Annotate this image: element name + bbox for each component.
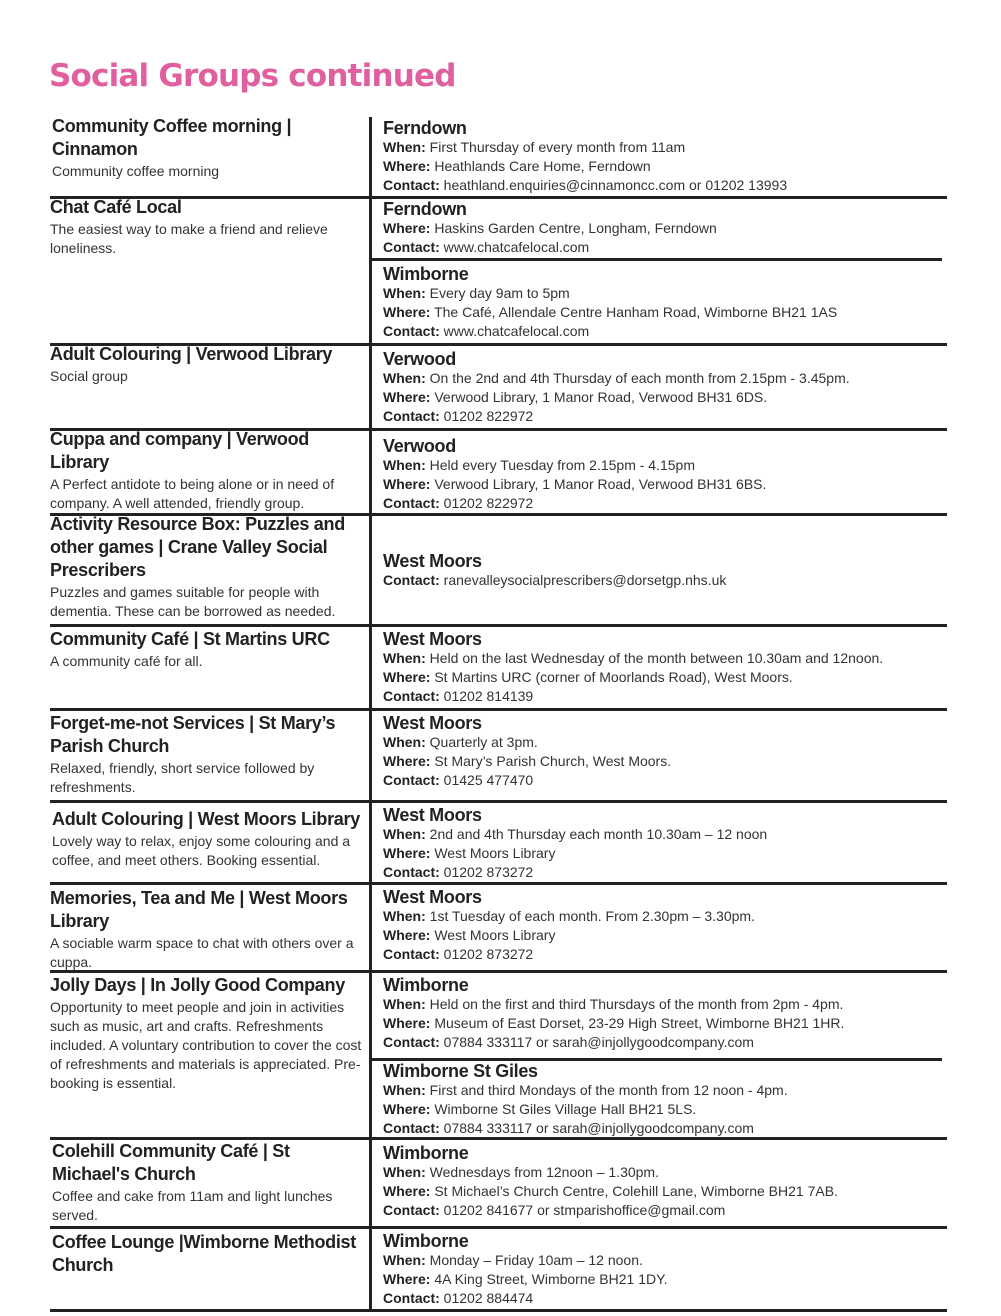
- row-separator: [50, 800, 947, 803]
- detail-contact: [383, 407, 983, 426]
- group-info: [50, 428, 362, 513]
- detail-value: 2nd and 4th Thursday each month 10.30am – 12 noon: [425, 826, 768, 842]
- detail-value: 1st Tuesday of each month. From 2.30pm – 3.30pm.: [425, 908, 755, 924]
- row-separator: [50, 1226, 947, 1229]
- detail-label: When:: [383, 1082, 426, 1098]
- detail-value[interactable]: www.chatcafelocal.com: [439, 238, 590, 255]
- location-block: [383, 264, 983, 340]
- group-name: Coffee Lounge |Wimborne Methodist Church: [52, 1232, 356, 1275]
- detail-where: [383, 388, 983, 407]
- detail-value[interactable]: 01202 841677 or stmparishoffice@gmail.com: [439, 1201, 726, 1218]
- detail-value[interactable]: 07884 333117 or sarah@injollygoodcompany.com: [439, 1119, 754, 1136]
- group-name: Memories, Tea and Me | West Moors Library: [50, 888, 348, 931]
- detail-label: Where:: [383, 388, 431, 405]
- detail-label: When:: [383, 650, 426, 666]
- group-description: Social group: [50, 368, 128, 384]
- detail-value: Museum of East Dorset, 23-29 High Street, Wimborne BH21 1HR.: [430, 1014, 845, 1031]
- group-name: Colehill Community Café | St Michael's Church: [52, 1141, 290, 1184]
- location-name: Ferndown: [383, 118, 467, 138]
- detail-label: Where:: [383, 1100, 431, 1117]
- detail-when: [383, 825, 983, 844]
- location-block: [383, 551, 983, 590]
- detail-where: [383, 157, 983, 176]
- detail-where: [383, 926, 983, 945]
- group-info: [50, 712, 362, 797]
- detail-when: [383, 907, 983, 926]
- location-name: Ferndown: [383, 199, 467, 219]
- detail-when: [383, 1163, 983, 1182]
- detail-where: [383, 1270, 983, 1289]
- detail-when: [383, 733, 983, 752]
- detail-label: When:: [383, 139, 426, 155]
- detail-value: Held on the first and third Thursdays of the month from 2pm - 4pm.: [425, 996, 844, 1012]
- location-block: [383, 805, 983, 881]
- detail-where: [383, 1100, 983, 1119]
- detail-when: [383, 995, 983, 1014]
- location-block: [383, 1143, 983, 1219]
- detail-value: St Michael’s Church Centre, Colehill Lane, Wimborne BH21 7AB.: [430, 1182, 838, 1199]
- location-block: [383, 713, 983, 789]
- detail-label: When:: [383, 1252, 426, 1268]
- group-info: [50, 343, 362, 386]
- location-name: West Moors: [383, 805, 482, 825]
- group-name: Activity Resource Box: Puzzles and other games | Crane Valley Social Prescribers: [50, 514, 345, 580]
- detail-label: Contact:: [383, 1033, 440, 1050]
- detail-contact: [383, 687, 983, 706]
- location-name: Wimborne: [383, 264, 469, 284]
- detail-contact: [383, 571, 983, 590]
- detail-when: [383, 1251, 983, 1270]
- group-name: Cuppa and company | Verwood Library: [50, 429, 309, 472]
- detail-value[interactable]: 01202 822972: [439, 407, 534, 424]
- location-name: West Moors: [383, 629, 482, 649]
- detail-label: When:: [383, 996, 426, 1012]
- group-description: A Perfect antidote to being alone or in need of company. A well attended, friendly group.: [50, 476, 335, 511]
- group-name: Adult Colouring | West Moors Library: [52, 809, 360, 829]
- detail-when: [383, 456, 983, 475]
- group-info: [50, 628, 362, 671]
- group-info: [52, 115, 364, 181]
- detail-value[interactable]: 01202 814139: [439, 687, 534, 704]
- detail-value: Heathlands Care Home, Ferndown: [430, 157, 651, 174]
- detail-contact: [383, 771, 983, 790]
- group-info: [52, 1140, 364, 1225]
- group-description: Puzzles and games suitable for people with dementia. These can be borrowed as needed.: [50, 584, 336, 619]
- group-info: [50, 513, 362, 621]
- detail-value: Verwood Library, 1 Manor Road, Verwood BH31 6BS.: [430, 475, 767, 492]
- detail-label: Contact:: [383, 176, 440, 193]
- detail-value: St Martins URC (corner of Moorlands Road), West Moors.: [430, 668, 793, 685]
- detail-where: [383, 1182, 983, 1201]
- group-description: Lovely way to relax, enjoy some colouring and a coffee, and meet others. Booking essential.: [52, 833, 351, 868]
- location-name: West Moors: [383, 551, 482, 571]
- group-info: [50, 887, 362, 972]
- detail-label: When:: [383, 1164, 426, 1180]
- detail-label: Where:: [383, 1270, 431, 1287]
- group-name: Community Coffee morning | Cinnamon: [52, 116, 292, 159]
- location-block: [383, 118, 983, 194]
- detail-value: The Café, Allendale Centre Hanham Road, Wimborne BH21 1AS: [430, 303, 838, 320]
- detail-label: When:: [383, 370, 426, 386]
- location-name: Wimborne St Giles: [383, 1061, 538, 1081]
- detail-label: Contact:: [383, 863, 440, 880]
- detail-value: Every day 9am to 5pm: [425, 285, 570, 301]
- detail-where: [383, 1014, 983, 1033]
- detail-value: Haskins Garden Centre, Longham, Ferndown: [430, 220, 717, 236]
- group-description: A sociable warm space to chat with others over a cuppa.: [50, 935, 354, 970]
- group-info: [50, 196, 362, 258]
- detail-contact: [383, 494, 983, 513]
- row-separator: [50, 1309, 947, 1312]
- column-divider: [369, 117, 372, 1312]
- group-info: [50, 974, 362, 1093]
- location-block: [383, 436, 983, 512]
- detail-value: Wednesdays from 12noon – 1.30pm.: [425, 1164, 659, 1180]
- detail-value: First Thursday of every month from 11am: [425, 139, 686, 155]
- detail-when: [383, 649, 983, 668]
- detail-label: Where:: [383, 1182, 431, 1199]
- detail-label: Where:: [383, 475, 431, 492]
- detail-value: Quarterly at 3pm.: [425, 734, 538, 750]
- detail-label: Contact:: [383, 322, 440, 339]
- detail-label: Where:: [383, 157, 431, 174]
- detail-value: 4A King Street, Wimborne BH21 1DY.: [430, 1270, 668, 1287]
- detail-when: [383, 369, 983, 388]
- detail-contact: [383, 238, 983, 257]
- detail-label: Where:: [383, 303, 431, 320]
- detail-contact: [383, 945, 983, 964]
- detail-value: Held on the last Wednesday of the month between 10.30am and 12noon.: [425, 650, 884, 666]
- detail-label: Contact:: [383, 1289, 440, 1306]
- detail-value[interactable]: ranevalleysocialprescribers@dorsetgp.nhs.uk: [439, 572, 727, 588]
- detail-value[interactable]: 01202 873272: [439, 945, 534, 962]
- detail-value: Wimborne St Giles Village Hall BH21 5LS.: [430, 1100, 697, 1117]
- detail-contact: [383, 863, 983, 882]
- detail-label: Where:: [383, 668, 431, 685]
- group-name: Community Café | St Martins URC: [50, 629, 330, 649]
- detail-where: [383, 303, 983, 322]
- detail-value[interactable]: 01202 822972: [439, 494, 534, 511]
- detail-where: [383, 668, 983, 687]
- group-name: Jolly Days | In Jolly Good Company: [50, 975, 345, 995]
- location-block: [383, 1231, 983, 1307]
- detail-label: Contact:: [383, 945, 440, 962]
- detail-value[interactable]: 07884 333117 or sarah@injollygoodcompany.com: [439, 1033, 754, 1050]
- location-block: [383, 887, 983, 963]
- detail-contact: [383, 1119, 983, 1138]
- detail-label: Where:: [383, 752, 431, 769]
- detail-contact: [383, 1201, 983, 1220]
- detail-value[interactable]: heathland.enquiries@cinnamoncc.com or 01202 13993: [439, 176, 788, 193]
- row-separator: [50, 708, 947, 711]
- group-name: Adult Colouring | Verwood Library: [50, 344, 333, 364]
- detail-when: [383, 138, 983, 157]
- location-name: Verwood: [383, 436, 456, 456]
- detail-value: On the 2nd and 4th Thursday of each month from 2.15pm - 3.45pm.: [425, 370, 850, 386]
- location-name: Wimborne: [383, 1143, 469, 1163]
- detail-contact: [383, 1033, 983, 1052]
- page-title: Social Groups continued: [49, 58, 456, 94]
- detail-where: [383, 752, 983, 771]
- group-name: Chat Café Local: [50, 197, 182, 217]
- detail-when: [383, 1081, 983, 1100]
- detail-contact: [383, 322, 983, 341]
- detail-value: Verwood Library, 1 Manor Road, Verwood BH31 6DS.: [430, 388, 768, 405]
- detail-label: Contact:: [383, 1201, 440, 1218]
- group-description: Coffee and cake from 11am and light lunches served.: [52, 1188, 333, 1223]
- detail-when: [383, 284, 983, 303]
- location-block: [383, 349, 983, 425]
- detail-label: Contact:: [383, 238, 440, 255]
- location-block: [383, 975, 983, 1051]
- group-info: [52, 1231, 364, 1277]
- location-block: [383, 1061, 983, 1137]
- location-separator: [372, 258, 942, 261]
- detail-contact: [383, 1289, 983, 1308]
- detail-value: West Moors Library: [430, 926, 556, 943]
- detail-label: Contact:: [383, 687, 440, 704]
- location-name: West Moors: [383, 887, 482, 907]
- location-block: [383, 199, 983, 257]
- detail-value[interactable]: 01202 873272: [439, 863, 534, 880]
- location-name: West Moors: [383, 713, 482, 733]
- detail-where: [383, 475, 983, 494]
- detail-label: Contact:: [383, 1119, 440, 1136]
- group-info: [52, 808, 364, 870]
- detail-where: [383, 219, 983, 238]
- detail-label: When:: [383, 285, 426, 301]
- detail-value[interactable]: 01202 884474: [439, 1289, 534, 1306]
- detail-value[interactable]: 01425 477470: [439, 771, 534, 788]
- detail-label: Contact:: [383, 771, 440, 788]
- detail-label: Contact:: [383, 572, 440, 588]
- row-separator: [50, 624, 947, 627]
- group-description: The easiest way to make a friend and relieve loneliness.: [50, 221, 328, 256]
- group-name: Forget-me-not Services | St Mary’s Parish Church: [50, 713, 336, 756]
- group-description: Community coffee morning: [52, 163, 220, 179]
- location-name: Verwood: [383, 349, 456, 369]
- detail-label: Contact:: [383, 494, 440, 511]
- detail-value[interactable]: www.chatcafelocal.com: [439, 322, 590, 339]
- detail-contact: [383, 176, 983, 195]
- location-name: Wimborne: [383, 1231, 469, 1251]
- detail-label: Where:: [383, 1014, 431, 1031]
- detail-label: Where:: [383, 220, 431, 236]
- location-name: Wimborne: [383, 975, 469, 995]
- group-description: Relaxed, friendly, short service followed by refreshments.: [50, 760, 315, 795]
- detail-value: West Moors Library: [430, 844, 556, 861]
- detail-label: When:: [383, 457, 426, 473]
- detail-label: When:: [383, 734, 426, 750]
- detail-label: Where:: [383, 926, 431, 943]
- group-description: A community café for all.: [50, 653, 203, 669]
- detail-value: First and third Mondays of the month from 12 noon - 4pm.: [425, 1082, 788, 1098]
- location-block: [383, 629, 983, 705]
- row-separator: [50, 882, 947, 885]
- detail-where: [383, 844, 983, 863]
- detail-label: When:: [383, 908, 426, 924]
- detail-value: Held every Tuesday from 2.15pm - 4.15pm: [425, 457, 695, 473]
- group-description: Opportunity to meet people and join in activities such as music, art and crafts. Refreshments included. A voluntary contribution to cover the cost of refreshments and materials is appreciated. Pre-booking is essential.: [50, 999, 362, 1091]
- detail-label: When:: [383, 826, 426, 842]
- detail-value: Monday – Friday 10am – 12 noon.: [425, 1252, 643, 1268]
- detail-label: Where:: [383, 844, 431, 861]
- detail-label: Contact:: [383, 407, 440, 424]
- detail-value: St Mary’s Parish Church, West Moors.: [430, 752, 672, 769]
